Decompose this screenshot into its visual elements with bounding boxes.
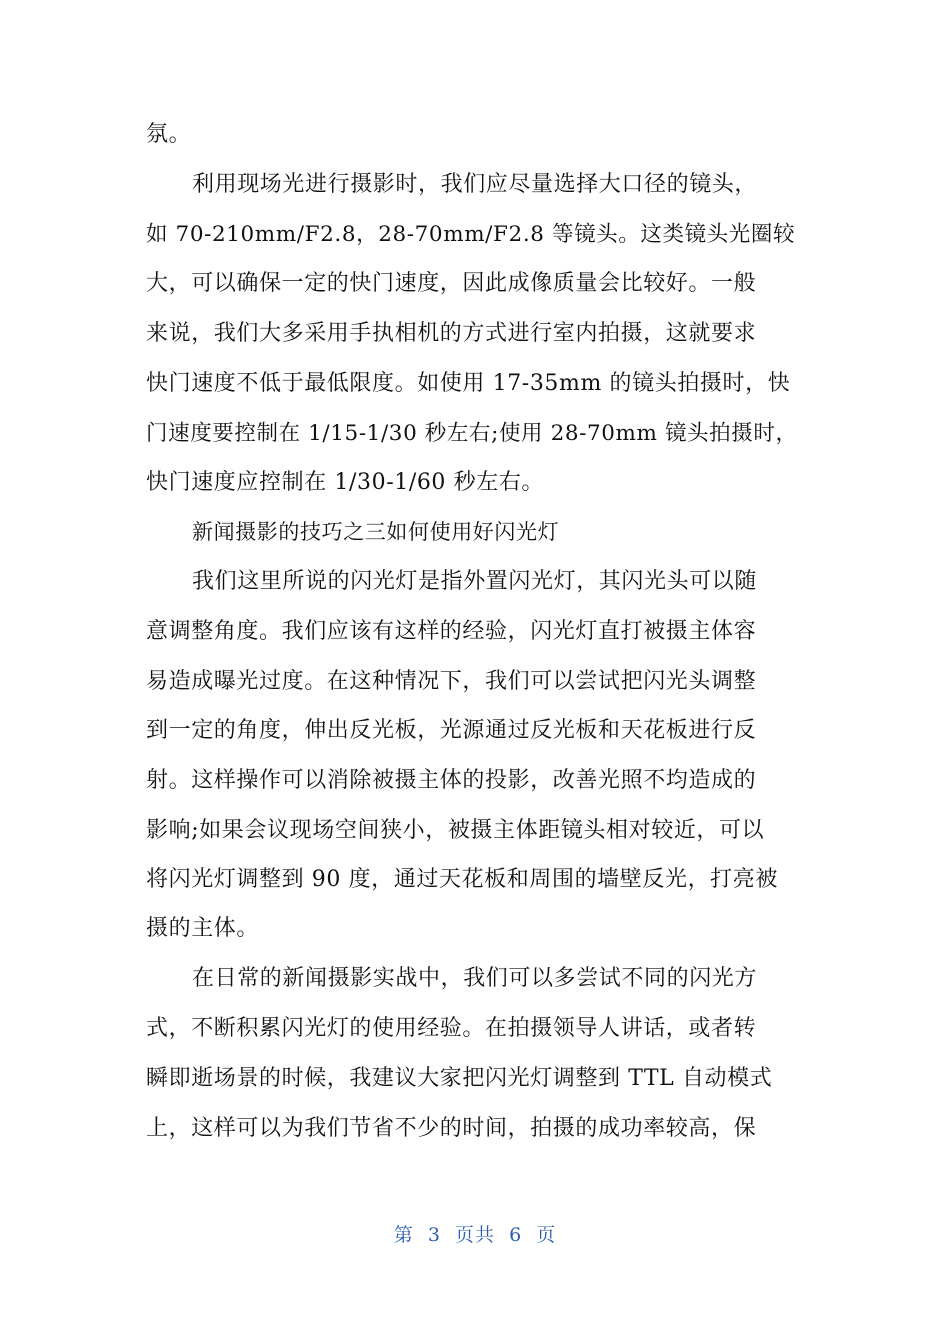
text-line: 上，这样可以为我们节省不少的时间，拍摄的成功率较高，保 bbox=[146, 1116, 757, 1141]
text-line: 瞬即逝场景的时候，我建议大家把闪光灯调整到 TTL 自动模式 bbox=[146, 1066, 773, 1091]
text-line: 如 70-210mm/F2.8，28-70mm/F2.8 等镜头。这类镜头光圈较 bbox=[146, 222, 796, 247]
text-line: 门速度要控制在 1/15-1/30 秒左右;使用 28-70mm 镜头拍摄时， bbox=[146, 421, 798, 446]
text-line: 将闪光灯调整到 90 度，通过天花板和周围的墙壁反光，打亮被 bbox=[146, 867, 778, 892]
text-line: 大，可以确保一定的快门速度，因此成像质量会比较好。一般 bbox=[146, 271, 757, 296]
text-line: 意调整角度。我们应该有这样的经验，闪光灯直打被摄主体容 bbox=[146, 619, 757, 644]
paragraph-first-line: 利用现场光进行摄影时，我们应尽量选择大口径的镜头， bbox=[192, 172, 758, 197]
page-number: 第 3 页共 6 页 bbox=[393, 1224, 557, 1246]
paragraph-first-line: 在日常的新闻摄影实战中，我们可以多尝试不同的闪光方 bbox=[192, 966, 758, 991]
text-line: 式，不断积累闪光灯的使用经验。在拍摄领导人讲话，或者转 bbox=[146, 1016, 757, 1041]
paragraph-first-line: 我们这里所说的闪光灯是指外置闪光灯，其闪光头可以随 bbox=[192, 569, 758, 594]
text-line: 氛。 bbox=[146, 122, 192, 147]
page-footer bbox=[0, 1220, 950, 1247]
section-heading: 新闻摄影的技巧之三如何使用好闪光灯 bbox=[192, 520, 560, 544]
text-line: 快门速度不低于最低限度。如使用 17-35mm 的镜头拍摄时，快 bbox=[146, 371, 791, 396]
text-line: 到一定的角度，伸出反光板，光源通过反光板和天花板进行反 bbox=[146, 718, 757, 743]
text-line: 影响;如果会议现场空间狭小，被摄主体距镜头相对较近，可以 bbox=[146, 818, 765, 843]
text-line: 易造成曝光过度。在这种情况下，我们可以尝试把闪光头调整 bbox=[146, 669, 757, 694]
text-line: 射。这样操作可以消除被摄主体的投影，改善光照不均造成的 bbox=[146, 768, 757, 793]
text-line: 摄的主体。 bbox=[146, 916, 260, 941]
text-line: 来说，我们大多采用手执相机的方式进行室内拍摄，这就要求 bbox=[146, 321, 757, 346]
text-line: 快门速度应控制在 1/30-1/60 秒左右。 bbox=[146, 470, 545, 495]
